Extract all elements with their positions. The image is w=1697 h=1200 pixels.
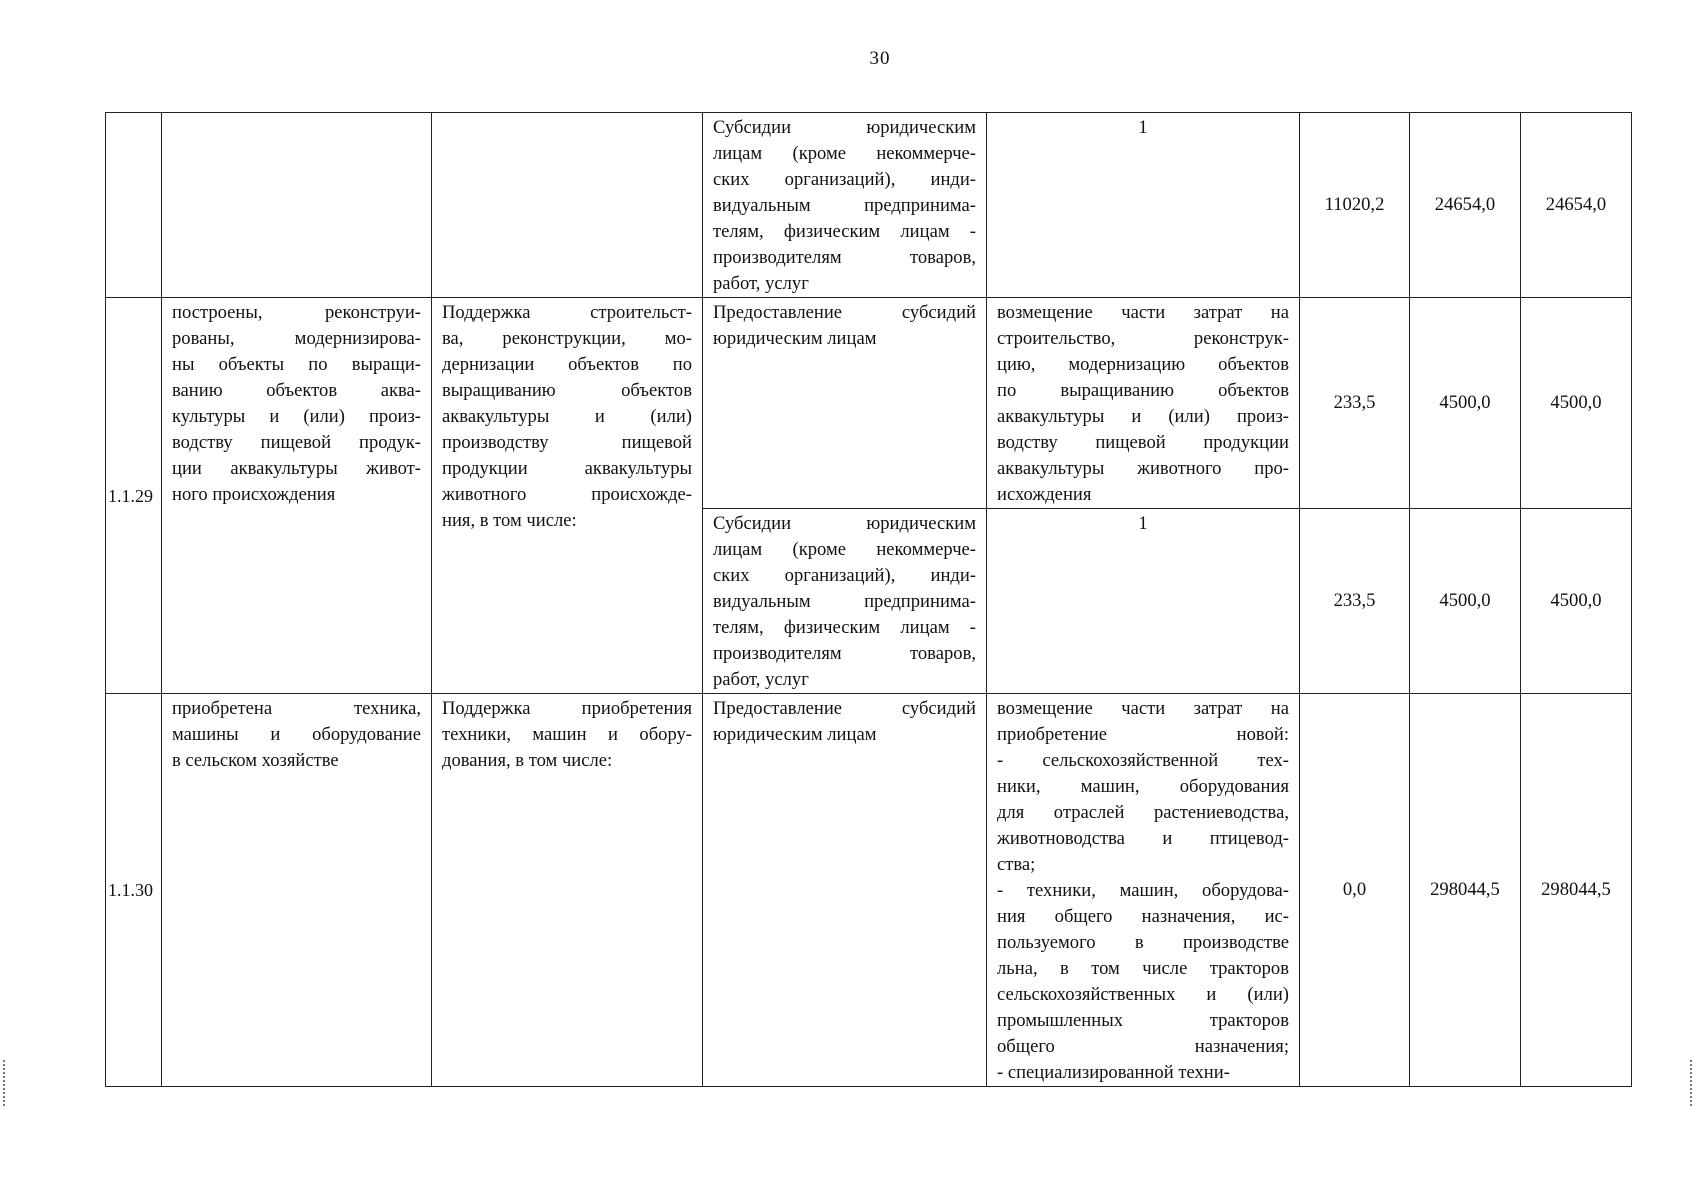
measure-cell — [432, 694, 703, 1087]
cell-text-line: промышленных тракторов — [997, 1010, 1289, 1031]
cell-text-line: аквакультуры и (или) — [442, 406, 692, 427]
cell-text-line: для отраслей растениеводства, — [997, 802, 1289, 823]
cell-text-line: в сельском хозяйстве — [172, 750, 339, 771]
cell-text-line: Поддержка приобретения — [442, 698, 692, 719]
row-number: 1.1.30 — [106, 694, 162, 1087]
cell-text-line: водству пищевой продукции — [997, 432, 1289, 453]
count-cell: 1 — [987, 113, 1300, 298]
cell-text-line: техники, машин и обору- — [442, 724, 692, 745]
cell-text-line: животноводства и птицевод- — [997, 828, 1289, 849]
table-row — [106, 113, 1632, 298]
value-cell-1: 11020,2 — [1300, 113, 1410, 298]
cell-text-line: Предоставление субсидий — [713, 698, 976, 719]
cell-text-line: - специализированной техни- — [997, 1062, 1230, 1083]
cell-text-line: - сельскохозяйственной тех- — [997, 750, 1289, 771]
cell-text-line: Субсидии юридическим — [713, 117, 976, 138]
measure-cell — [432, 113, 703, 298]
cell-text-line: строительство, реконструк- — [997, 328, 1289, 349]
cell-text-line: Субсидии юридическим — [713, 513, 976, 534]
cell-text-line: пользуемого в производстве — [997, 932, 1289, 953]
cell-text-line: работ, услуг — [713, 669, 809, 690]
value-cell-2: 298044,5 — [1410, 694, 1521, 1087]
cell-text-line: сельскохозяйственных и (или) — [997, 984, 1289, 1005]
cell-text-line: животного происхожде- — [442, 484, 692, 505]
cell-text-line: водству пищевой продук- — [172, 432, 421, 453]
cell-text-line: производителям товаров, — [713, 643, 976, 664]
value-cell-3: 4500,0 — [1521, 298, 1632, 509]
cell-text-line: ники, машин, оборудования — [997, 776, 1289, 797]
cell-text-line: ции аквакультуры живот- — [172, 458, 421, 479]
cell-text-line: приобретение новой: — [997, 724, 1289, 745]
cell-text-line: ны объекты по выращи- — [172, 354, 421, 375]
cell-text-line: по выращиванию объектов — [997, 380, 1289, 401]
cell-text-line: продукции аквакультуры — [442, 458, 692, 479]
cell-text-line: юридическим лицам — [713, 328, 877, 349]
cell-text-line: дования, в том числе: — [442, 750, 613, 771]
scan-edge-mark — [3, 1060, 7, 1106]
cell-text-line: ских организаций), инди- — [713, 565, 976, 586]
table-row — [106, 298, 1632, 509]
form-cell — [703, 298, 987, 509]
value-cell-1: 0,0 — [1300, 694, 1410, 1087]
cell-text-line: телям, физическим лицам - — [713, 617, 976, 638]
result-cell — [162, 298, 432, 694]
cell-text-line: культуры и (или) произ- — [172, 406, 421, 427]
cell-text-line: аквакультуры животного про- — [997, 458, 1289, 479]
row-number: 1.1.29 — [106, 298, 162, 694]
cell-text-line: лицам (кроме некоммерче- — [713, 539, 976, 560]
cell-text-line: Поддержка строительст- — [442, 302, 692, 323]
cell-text-line: цию, модернизацию объектов — [997, 354, 1289, 375]
cell-text-line: видуальным предпринима- — [713, 195, 976, 216]
cell-text-line: построены, реконструи- — [172, 302, 421, 323]
cell-text-line: телям, физическим лицам - — [713, 221, 976, 242]
value-cell-2: 24654,0 — [1410, 113, 1521, 298]
scan-edge-mark — [1690, 1060, 1694, 1106]
cell-text-line: дернизации объектов по — [442, 354, 692, 375]
cell-text-line: рованы, модернизирова- — [172, 328, 421, 349]
value-cell-3: 24654,0 — [1521, 113, 1632, 298]
count-cell: 1 — [987, 509, 1300, 694]
cell-text-line: исхождения — [997, 484, 1092, 505]
cell-text-line: льна, в том числе тракторов — [997, 958, 1289, 979]
value-cell-3: 4500,0 — [1521, 509, 1632, 694]
cell-text-line: производителям товаров, — [713, 247, 976, 268]
cell-text-line: общего назначения; — [997, 1036, 1289, 1057]
cell-text-line: работ, услуг — [713, 273, 809, 294]
cell-text-line: аквакультуры и (или) произ- — [997, 406, 1289, 427]
cell-text-line: лицам (кроме некоммерче- — [713, 143, 976, 164]
page-number: 30 — [869, 48, 891, 69]
form-cell — [703, 509, 987, 694]
table-row — [106, 694, 1632, 1087]
cell-text-line: выращиванию объектов — [442, 380, 692, 401]
purpose-cell — [987, 298, 1300, 509]
cell-text-line: - техники, машин, оборудова- — [997, 880, 1289, 901]
value-cell-2: 4500,0 — [1410, 509, 1521, 694]
result-cell — [162, 694, 432, 1087]
value-cell-1: 233,5 — [1300, 509, 1410, 694]
cell-text-line: ния общего назначения, ис- — [997, 906, 1289, 927]
subsidy-table — [105, 112, 1632, 1087]
value-cell-3: 298044,5 — [1521, 694, 1632, 1087]
cell-text-line: возмещение части затрат на — [997, 698, 1289, 719]
result-cell — [162, 113, 432, 298]
cell-text-line: видуальным предпринима- — [713, 591, 976, 612]
cell-text-line: Предоставление субсидий — [713, 302, 976, 323]
cell-text-line: производству пищевой — [442, 432, 692, 453]
cell-text-line: юридическим лицам — [713, 724, 877, 745]
cell-text-line: ства; — [997, 854, 1036, 875]
cell-text-line: ния, в том числе: — [442, 510, 577, 531]
cell-text-line: ва, реконструкции, мо- — [442, 328, 692, 349]
cell-text-line: ного происхождения — [172, 484, 336, 505]
cell-text-line: ванию объектов аква- — [172, 380, 421, 401]
cell-text-line: возмещение части затрат на — [997, 302, 1289, 323]
number-cell — [106, 113, 162, 298]
purpose-cell — [987, 694, 1300, 1087]
cell-text-line: приобретена техника, — [172, 698, 421, 719]
measure-cell — [432, 298, 703, 694]
form-cell — [703, 694, 987, 1087]
value-cell-1: 233,5 — [1300, 298, 1410, 509]
cell-text-line: машины и оборудование — [172, 724, 421, 745]
cell-text-line: ских организаций), инди- — [713, 169, 976, 190]
value-cell-2: 4500,0 — [1410, 298, 1521, 509]
form-cell — [703, 113, 987, 298]
